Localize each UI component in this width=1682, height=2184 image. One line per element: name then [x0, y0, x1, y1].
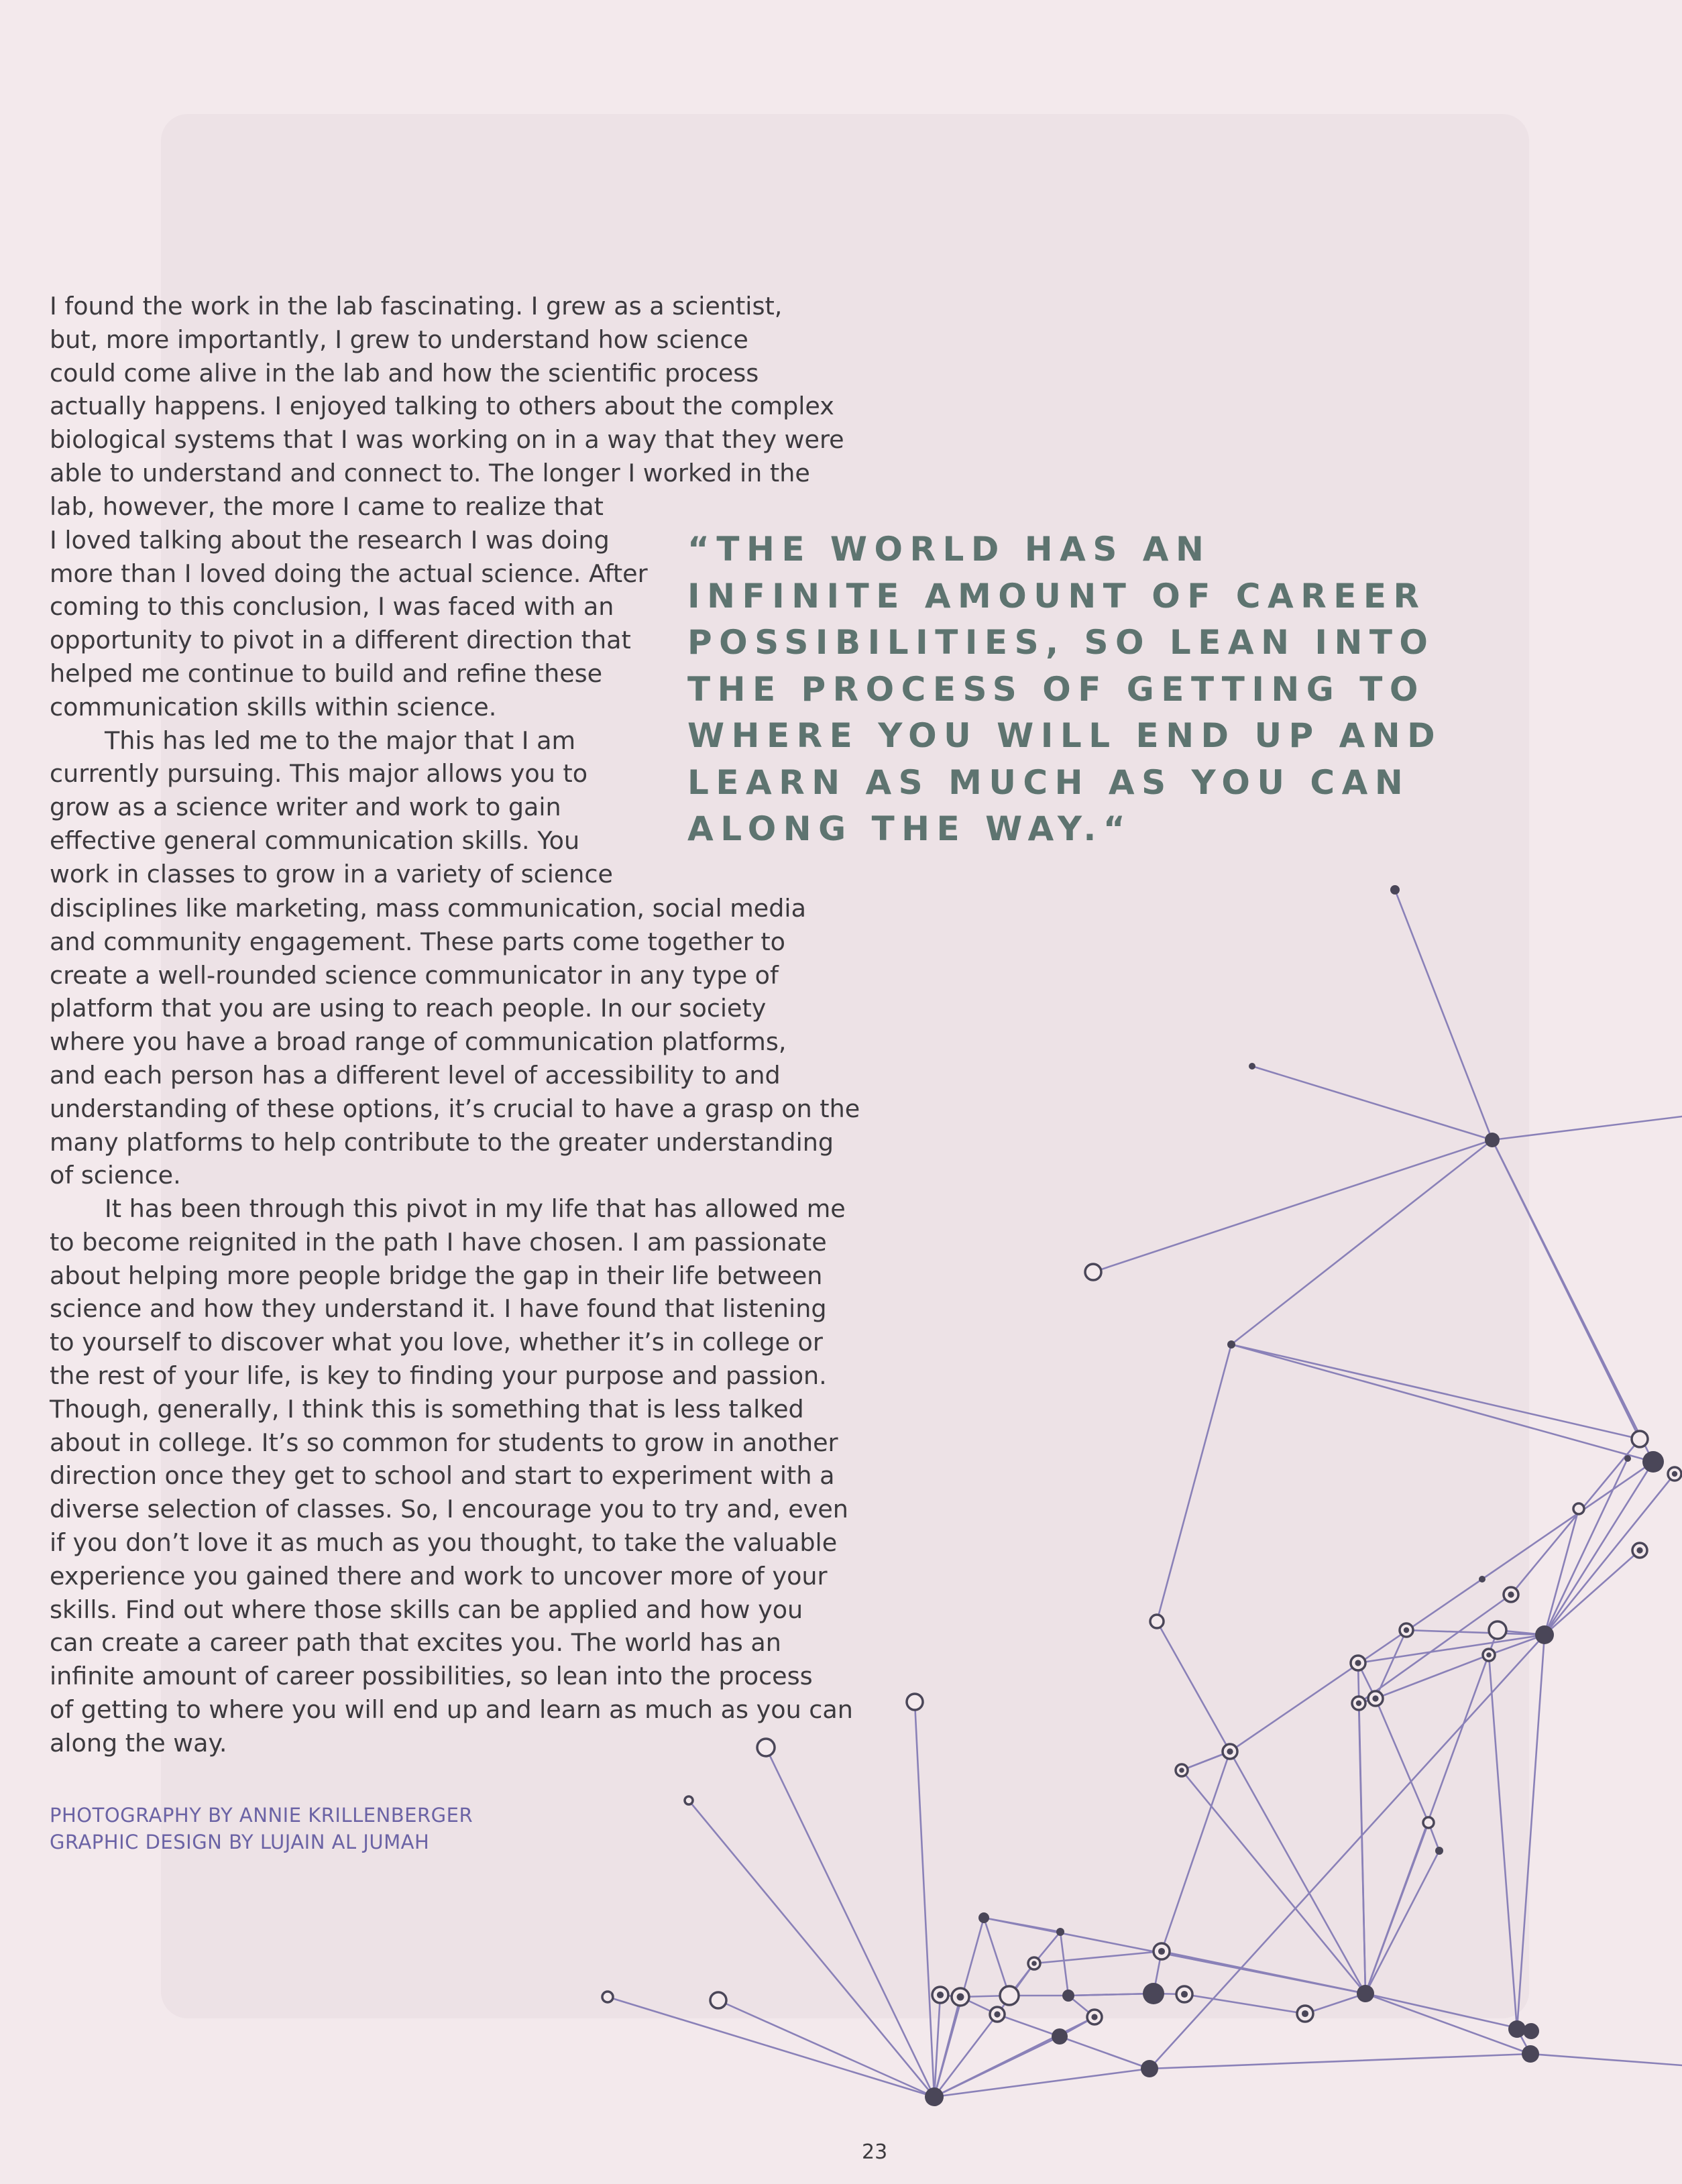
- network-line: [1358, 1663, 1365, 1994]
- body-line: actually happens. I enjoyed talking to others about the complex: [50, 392, 834, 421]
- body-line: science and how they understand it. I have found that listening: [50, 1294, 827, 1324]
- network-node-center: [1181, 1991, 1188, 1998]
- credits: [50, 1802, 473, 1855]
- network-node: [1390, 885, 1400, 895]
- article-paragraph-1-wide: [50, 290, 848, 490]
- body-line: but, more importantly, I grew to understand how science: [50, 325, 748, 354]
- network-node-center: [1356, 1701, 1361, 1706]
- network-line: [689, 1800, 934, 2097]
- page-number: 23: [862, 2140, 888, 2164]
- network-line: [1068, 1994, 1154, 1996]
- network-line: [934, 2069, 1150, 2097]
- network-line: [1530, 2054, 1682, 2065]
- pull-quote-line: POSSIBILITIES, SO LEAN INTO: [687, 623, 1435, 662]
- body-line: diverse selection of classes. So, I encourage you to try and, even: [50, 1495, 848, 1524]
- graphic-design-credit: GRAPHIC DESIGN BY LUJAIN AL JUMAH: [50, 1831, 430, 1853]
- body-line: helped me continue to build and refine these: [50, 658, 603, 688]
- body-line: about in college. It’s so common for students to grow in another: [50, 1428, 838, 1457]
- network-line: [1492, 1116, 1682, 1140]
- body-line: effective general communication skills. You: [50, 825, 580, 855]
- network-line: [1157, 1344, 1231, 1621]
- network-line: [1150, 2054, 1530, 2069]
- pull-quote-line: INFINITE AMOUNT OF CAREER: [687, 576, 1426, 616]
- network-node-center: [1508, 1591, 1514, 1597]
- network-node-center: [1372, 1695, 1378, 1701]
- body-line: where you have a broad range of communication platforms,: [50, 1027, 787, 1057]
- network-node-center: [937, 1992, 944, 1998]
- network-node-center: [1636, 1547, 1642, 1553]
- network-line: [1231, 1344, 1640, 1439]
- network-line: [1060, 1932, 1068, 1996]
- network-node: [1435, 1847, 1443, 1855]
- network-line: [608, 1997, 934, 2097]
- network-line: [1157, 1621, 1230, 1751]
- body-line: many platforms to help contribute to the greater understanding: [50, 1127, 834, 1157]
- network-node: [1632, 1431, 1648, 1447]
- network-line: [1517, 1635, 1545, 2029]
- body-line: the rest of your life, is key to finding your purpose and passion.: [50, 1361, 827, 1390]
- network-line: [984, 1918, 1009, 1996]
- network-node-center: [957, 1994, 964, 2001]
- body-line: opportunity to pivot in a different direction that: [50, 626, 631, 655]
- network-line: [1395, 890, 1492, 1140]
- photography-credit: PHOTOGRAPHY BY ANNIE KRILLENBERGER: [50, 1804, 473, 1827]
- body-line: I loved talking about the research I was doing: [50, 525, 610, 555]
- network-node: [1423, 1817, 1434, 1828]
- body-line: create a well-rounded science communicator in any type of: [50, 960, 779, 990]
- network-node-center: [1672, 1471, 1677, 1477]
- body-line: to become reignited in the path I have chosen. I am passionate: [50, 1227, 827, 1257]
- network-node-center: [1158, 1948, 1165, 1955]
- network-line: [1093, 1140, 1492, 1272]
- body-line: grow as a science writer and work to gain: [50, 793, 561, 822]
- pull-quote-line: THE PROCESS OF GETTING TO: [687, 669, 1425, 709]
- network-line: [718, 2000, 934, 2097]
- network-line: [1492, 1140, 1653, 1462]
- network-node: [1624, 1455, 1631, 1462]
- body-line: This has led me to the major that I am: [105, 726, 576, 755]
- network-line: [766, 1747, 934, 2097]
- network-line: [915, 1702, 934, 2097]
- network-line: [1231, 1140, 1492, 1344]
- body-line: more than I loved doing the actual science. After: [50, 559, 648, 588]
- pull-quote-line: WHERE YOU WILL END UP AND: [687, 716, 1443, 755]
- pull-quote-line: ALONG THE WAY.“: [687, 809, 1133, 848]
- body-line: along the way.: [50, 1728, 227, 1758]
- network-node-center: [1355, 1660, 1361, 1666]
- body-line: about helping more people bridge the gap in their life between: [50, 1261, 823, 1290]
- network-node-center: [994, 2011, 1000, 2017]
- body-line: It has been through this pivot in my life that has allowed me: [105, 1194, 846, 1223]
- network-node-center: [1091, 2014, 1097, 2020]
- body-line: communication skills within science.: [50, 692, 497, 722]
- body-line: direction once they get to school and start to experiment with a: [50, 1461, 835, 1491]
- network-node: [1227, 1340, 1235, 1348]
- body-line: experience you gained there and work to uncover more of your: [50, 1561, 828, 1591]
- network-node-center: [1302, 2010, 1308, 2017]
- body-line: and community engagement. These parts come together to: [50, 927, 785, 956]
- network-node: [1000, 1986, 1019, 2005]
- network-node: [1141, 2060, 1158, 2077]
- network-node: [1052, 2028, 1068, 2045]
- network-line: [1231, 1344, 1653, 1462]
- body-line: lab, however, the more I came to realize that: [50, 492, 604, 521]
- body-line: platform that you are using to reach people. In our society: [50, 994, 767, 1023]
- network-node: [1085, 1264, 1101, 1280]
- network-node: [1523, 2023, 1539, 2039]
- network-node: [710, 1992, 726, 2008]
- network-node: [1357, 1985, 1374, 2002]
- network-node: [1573, 1503, 1584, 1514]
- network-node: [685, 1796, 693, 1804]
- network-node: [602, 1992, 613, 2002]
- body-line: coming to this conclusion, I was faced with an: [50, 592, 614, 622]
- network-node: [1535, 1625, 1554, 1644]
- network-line: [1358, 1635, 1545, 1663]
- network-node: [978, 1912, 989, 1923]
- article-narrow-column: [50, 490, 649, 891]
- body-line: work in classes to grow in a variety of science: [50, 859, 613, 888]
- body-line: skills. Find out where those skills can be applied and how you: [50, 1595, 803, 1624]
- network-line: [934, 2017, 1095, 2097]
- network-line: [1489, 1655, 1517, 2029]
- network-node: [1143, 1983, 1164, 2004]
- network-line: [1376, 1699, 1428, 1823]
- pull-quote-line: “THE WORLD HAS AN: [687, 530, 1211, 569]
- network-node: [925, 2087, 944, 2106]
- body-line: understanding of these options, it’s crucial to have a grasp on the: [50, 1094, 860, 1123]
- network-line: [1545, 1550, 1640, 1635]
- network-node: [1479, 1576, 1485, 1583]
- network-line: [1365, 1994, 1531, 2031]
- network-node: [1508, 2020, 1526, 2038]
- network-node-center: [1179, 1768, 1184, 1773]
- network-line: [1365, 1994, 1530, 2054]
- body-line: if you don’t love it as much as you thought, to take the valuable: [50, 1528, 838, 1557]
- body-line: I found the work in the lab fascinating. I grew as a scientist,: [50, 292, 783, 321]
- network-node: [1150, 1615, 1164, 1628]
- pull-quote: [687, 526, 1653, 853]
- body-line: to yourself to discover what you love, whether it’s in college or: [50, 1328, 823, 1357]
- network-line: [934, 2014, 997, 2097]
- article-paragraph-3: [50, 1192, 853, 1760]
- network-node-center: [1031, 1961, 1037, 1966]
- network-node-center: [1486, 1652, 1492, 1658]
- network-node-center: [1404, 1627, 1409, 1633]
- body-line: of getting to where you will end up and learn as much as you can: [50, 1694, 853, 1724]
- network-node: [1642, 1451, 1664, 1473]
- network-node-center: [1227, 1748, 1233, 1754]
- network-node: [1522, 2045, 1539, 2063]
- body-line: currently pursuing. This major allows you to: [50, 759, 588, 789]
- network-node: [1062, 1990, 1074, 2002]
- network-line: [1252, 1066, 1492, 1140]
- network-node: [1249, 1063, 1255, 1070]
- network-line: [934, 1918, 984, 2097]
- article-paragraph-2-wide: [50, 892, 860, 1192]
- network-node: [1485, 1133, 1500, 1147]
- pull-quote-line: LEARN AS MUCH AS YOU CAN: [687, 762, 1410, 802]
- body-line: Though, generally, I think this is something that is less talked: [50, 1394, 804, 1424]
- network-line: [1305, 1994, 1365, 2014]
- network-line: [1034, 1951, 1162, 1963]
- body-line: and each person has a different level of accessibility to and: [50, 1060, 781, 1090]
- network-line: [1162, 1751, 1230, 1951]
- body-line: disciplines like marketing, mass communication, social media: [50, 894, 806, 923]
- body-line: could come alive in the lab and how the scientific process: [50, 358, 759, 388]
- network-line: [1150, 1635, 1545, 2069]
- body-line: infinite amount of career possibilities, so lean into the process: [50, 1662, 813, 1691]
- network-line: [1060, 2036, 1150, 2069]
- network-line: [1365, 1851, 1439, 1994]
- network-line: [997, 2014, 1060, 2036]
- network-node: [1489, 1621, 1506, 1639]
- body-line: can create a career path that excites you. The world has an: [50, 1628, 781, 1658]
- network-node: [907, 1694, 923, 1710]
- body-line: of science.: [50, 1161, 181, 1190]
- body-line: biological systems that I was working on in a way that they were: [50, 425, 844, 455]
- body-line: able to understand and connect to. The longer I worked in the: [50, 458, 810, 487]
- network-line: [1182, 1770, 1365, 1994]
- network-node: [1056, 1928, 1064, 1936]
